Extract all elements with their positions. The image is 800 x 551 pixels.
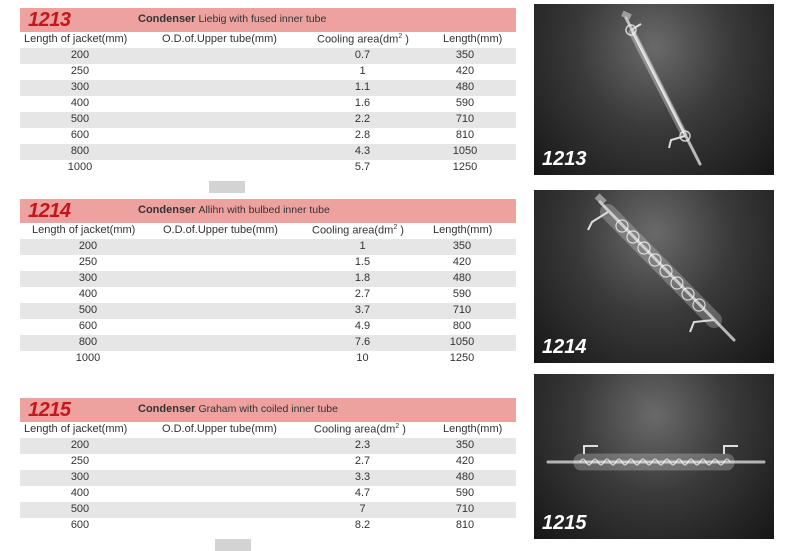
cell-length: 350 [455,49,475,61]
header-jacket-length: Length of jacket(mm) [32,224,136,236]
cell-cooling-area: 0.7 [354,49,371,61]
table-row [20,80,516,96]
cell-cooling-area: 7.6 [354,336,371,348]
table-row [20,303,516,319]
cell-cooling-area: 5.7 [354,161,371,173]
table-row [20,438,516,454]
cell-length: 590 [452,288,472,300]
cell-length: 710 [455,113,475,125]
cell-jacket-length: 400 [78,288,98,300]
cell-jacket-length: 250 [78,256,98,268]
cell-jacket-length: 250 [70,455,90,467]
cell-cooling-area: 3.3 [354,471,371,483]
cell-length: 1050 [452,145,478,157]
table-row [20,64,516,80]
header-upper-tube-od: O.D.of.Upper tube(mm) [162,423,277,435]
product-title [138,403,338,415]
cell-jacket-length: 500 [70,503,90,515]
cell-cooling-area: 1 [359,65,366,77]
header-cooling-area: Cooling $area(dm^2$ ) [314,423,406,436]
table-body [20,239,516,367]
table-row [20,144,516,160]
cell-jacket-length: 400 [70,97,90,109]
header-length: Length(mm) [433,224,493,236]
table-row [20,255,516,271]
product-title [138,204,330,216]
cell-cooling-area: 2.7 [354,288,371,300]
product-code: 1214 [28,200,71,222]
cell-length: 420 [455,65,475,77]
photo-1213 [534,4,774,175]
product-desc: Graham with coiled inner tube [198,403,338,415]
cell-jacket-length: 200 [70,439,90,451]
cell-cooling-area: 3.7 [354,304,371,316]
cell-length: 420 [452,256,472,268]
cell-cooling-area: 8.2 [354,519,371,531]
cell-jacket-length: 500 [70,113,90,125]
cell-jacket-length: 800 [70,145,90,157]
header-length: Length(mm) [443,33,503,45]
cell-jacket-length: 500 [78,304,98,316]
cell-cooling-area: 2.8 [354,129,371,141]
cell-jacket-length: 250 [70,65,90,77]
cell-cooling-area: 2.2 [354,113,371,125]
cell-jacket-length: 1000 [67,161,93,173]
header-upper-tube-od: O.D.of.Upper tube(mm) [163,224,278,236]
product-title [138,13,326,25]
cell-jacket-length: 800 [78,336,98,348]
table-row [20,128,516,144]
cell-length: 1250 [449,352,475,364]
cell-jacket-length: 600 [70,129,90,141]
cell-cooling-area: 4.7 [354,487,371,499]
cell-length: 810 [455,519,475,531]
cell-cooling-area: 2.7 [354,455,371,467]
table-body [20,438,516,534]
cell-cooling-area: 4.3 [354,145,371,157]
cell-length: 710 [455,503,475,515]
header-jacket-length: Length of jacket(mm) [24,33,128,45]
cell-cooling-area: 1 [359,240,366,252]
photo-label: 1215 [542,512,587,534]
table-row [20,239,516,255]
cell-cooling-area: 1.5 [354,256,371,268]
table-row [20,351,516,367]
cell-length: 1250 [452,161,478,173]
cell-cooling-area: 10 [356,352,369,364]
product-code: 1215 [28,399,71,421]
cell-length: 590 [455,97,475,109]
product-name: Condenser [138,403,196,415]
photo-1214 [534,190,774,363]
cell-length: 590 [455,487,475,499]
photo-label: 1214 [542,336,587,358]
photo-1215 [534,374,774,539]
table-row [20,319,516,335]
cell-jacket-length: 300 [78,272,98,284]
title-bar [20,398,516,422]
table-row [20,470,516,486]
gray-tab-marker [209,181,245,193]
product-code: 1213 [28,9,71,31]
table-row [20,518,516,534]
header-upper-tube-od: O.D.of.Upper tube(mm) [162,33,277,45]
cell-length: 350 [452,240,472,252]
table-row [20,335,516,351]
cell-jacket-length: 300 [70,471,90,483]
cell-length: 810 [455,129,475,141]
cell-cooling-area: 1.1 [354,81,371,93]
gray-tab-marker [215,539,251,551]
product-name: Condenser [138,204,196,216]
table-row [20,454,516,470]
cell-jacket-length: 200 [78,240,98,252]
table-body [20,48,516,176]
product-desc: Liebig with fused inner tube [198,13,327,25]
table-row [20,502,516,518]
table-row [20,486,516,502]
title-bar [20,8,516,32]
cell-length: 350 [455,439,475,451]
header-cooling-area: Cooling $area(dm^2$ ) [317,33,409,46]
product-name: Condenser [138,13,196,25]
cell-cooling-area: 2.3 [354,439,371,451]
header-jacket-length: Length of jacket(mm) [24,423,128,435]
cell-length: 1050 [449,336,475,348]
cell-jacket-length: 600 [78,320,98,332]
table-row [20,112,516,128]
cell-jacket-length: 200 [70,49,90,61]
section-1214 [20,199,516,367]
title-bar [20,199,516,223]
header-cooling-area: Cooling $area(dm^2$ ) [312,224,404,237]
table-row [20,48,516,64]
table-row [20,287,516,303]
cell-length: 420 [455,455,475,467]
product-desc: Allihn with bulbed inner tube [198,204,330,216]
cell-length: 480 [455,471,475,483]
section-1215 [20,398,516,534]
cell-jacket-length: 600 [70,519,90,531]
cell-length: 710 [452,304,472,316]
cell-cooling-area: 1.6 [354,97,371,109]
cell-cooling-area: 1.8 [354,272,371,284]
table-row [20,160,516,176]
section-1213 [20,8,516,176]
cell-cooling-area: 7 [359,503,366,515]
cell-jacket-length: 400 [70,487,90,499]
cell-jacket-length: 300 [70,81,90,93]
cell-cooling-area: 4.9 [354,320,371,332]
cell-length: 480 [452,272,472,284]
cell-jacket-length: 1000 [75,352,101,364]
cell-length: 480 [455,81,475,93]
table-header [20,32,516,48]
photo-label: 1213 [542,148,587,170]
table-header [20,422,516,438]
table-header [20,223,516,239]
header-length: Length(mm) [443,423,503,435]
cell-length: 800 [452,320,472,332]
table-row [20,271,516,287]
table-row [20,96,516,112]
